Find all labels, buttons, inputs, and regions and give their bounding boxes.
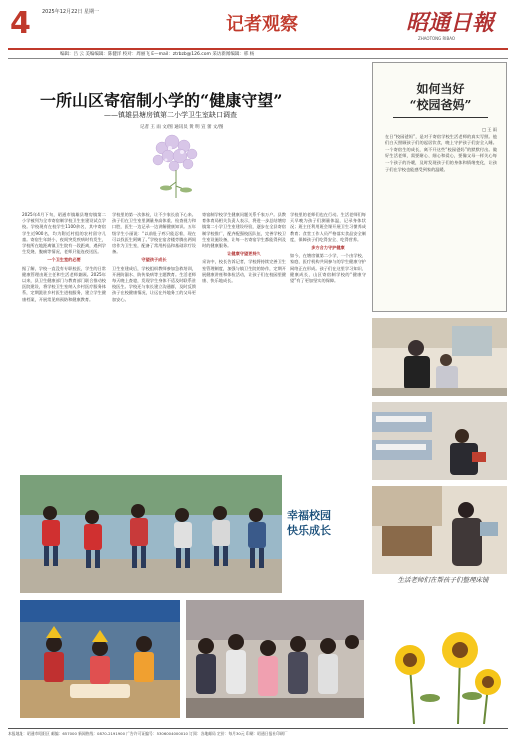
sidebar-title (373, 81, 508, 113)
page-number: 4 (10, 6, 31, 41)
paper-name: 昭通日報 (406, 10, 495, 36)
masthead (8, 6, 508, 46)
headline: 一所山区寄宿制小学的“健康守望” (40, 91, 283, 110)
article-column-3 (202, 212, 286, 482)
article-column-2 (112, 212, 196, 482)
photo-caption: 生活老师们在帮孩子们整理床铺 (397, 576, 489, 584)
paper-sub: ZHAOTONG RIBAO (418, 36, 456, 41)
article-subheading: 让健康守望更持久 (227, 251, 261, 257)
footer-rule (8, 728, 508, 729)
article-subheading: 一个卫生室的必要 (47, 257, 81, 263)
sidebar-rule (393, 117, 488, 118)
sidebar-author: □ 王 雨 (482, 127, 497, 132)
article-paragraph: 学校里的老师们也在行动。生活老师们每天早晚为孩子们测量体温，记录身体状况；班主任利用班会课开展卫生习惯养成教育；食堂工作人员严格落实食品安全制度，保障孩子们吃得安全、吃得营养。 (290, 212, 366, 242)
section-title: 记者观察 (226, 14, 298, 35)
photo-crowd-students (186, 600, 364, 718)
photo-running-children (20, 475, 282, 593)
byline: 记者 王 雨 文/图 通讯员 黄 明 宣 蕾 文/图 (140, 125, 224, 130)
article-paragraph: 卫生室建成后，学校组织教师参加急救培训，开展防溺水、防传染病等主题教育。生活老师每天晚上查寝，发现学生身体不适及时联系驻校医生。学校还与家长建立沟通群，及时反馈孩子在校健康情况，让远在外地务工的父母更加安心。 (112, 265, 196, 302)
photo-handwriting (372, 486, 507, 574)
article-paragraph: 据了解，学校一直没有专职校医，学生的日常健康管理由班主任和生活老师兼顾。2025年以来，县卫生健康部门与教育部门联合推动校医院建设，将学校卫生室纳入乡村医疗服务体系，定期派驻乡村医生进校服务，建立学生健康档案，开展常见病预防和健康教育。 (22, 265, 106, 302)
flower-illustration (140, 128, 220, 204)
article-paragraph: 寄宿制学校学生健康问题关系千家万户。县教育体育局相关负责人表示，将进一步总结塘房镇第二小学卫生室建设经验，逐步在全县寄宿制学校推广，配齐配强校医队伍，完善学校卫生室设施设备，让每一名寄宿学生都能得到及时的健康服务。 (202, 212, 286, 249)
issue-date: 2025年12月22日 星期一 (42, 9, 100, 15)
footer: 本报地址：昭通市昭阳区 邮编：657000 新闻热线：0870-2191900 广告许可证编号：5306004000010 订阅：各地邮局 定价：每月30元 印刷：昭通日报社印刷厂 (8, 731, 288, 736)
subhead: ——镇雄县塘房镇第二小学卫生室缺口调查 (104, 111, 237, 119)
header-rule (8, 48, 508, 50)
photo-birthday-party (20, 600, 180, 718)
article-paragraph: 如今，在塘房镇第二小学，一个由学校、家庭、医疗机构共同参与的学生健康守护网络正在形成。孩子们在这里学习知识、健康成长，山区寄宿制学校的“健康守望”有了更加坚实的保障。 (290, 253, 366, 284)
sidebar-text (385, 127, 497, 307)
photo-dormitory (372, 402, 507, 480)
sidebar-title-line1: 如何当好 (416, 82, 465, 96)
photo-block-title (287, 508, 331, 538)
header-thin-rule (8, 58, 508, 59)
sidebar-body: 在日“校园爸妈”，是对于寄宿学校生活老师的真实写照。他们白天照顾孩子们的起居饮食，晚上守护孩子们安全入睡。一个寄宿生的成长，离不开这些“校园爸妈”的默默付出。做好生活老师，需要耐心、细心和爱心，要像父母一样关心每一个孩子的冷暖，及时发现孩子们的身体和情绪变化，让孩子们在学校也能感受到家的温暖。 (385, 133, 497, 172)
photo-block-title-line2: 快乐成长 (287, 524, 331, 537)
editors-line: 编辑：吕 云 美编编辑：陈健洋 校对：周丽飞 E—mail：ztrbzb@126.com 采访新闻编辑：邢 杨 (60, 52, 255, 57)
article-column-4 (290, 212, 366, 482)
article-paragraph: 学校里的第一次体检，让不少家长放下心来。孩子们在卫生室里测量身高体重、检查视力和口腔，医生一边记录一边讲解健康知识。五年级学生小丽说：“以前肚子疼只能忍着，现在可以找医生阿姨了。”学校在宿舍楼旁腾出两间房作为卫生室，配备了常用药品和基础诊疗设备。 (112, 212, 196, 255)
sidebar-title-line2: “校园爸妈” (409, 98, 472, 112)
article-paragraph: 2025年4月下旬，昭通市镇雄县塘房镇第二小学被列为全市寄宿制学校卫生室建设试点学校。学校现有在校学生1100余名，其中寄宿学生近900名，均为附近村组的农村留守儿童。寄宿生年龄小，夜间突发疾病时有发生，学校所在地距离镇卫生院有一段距离，遇到学生发烧、腹痛等情况，老师只能连夜送医。 (22, 212, 106, 255)
article-paragraph: 采访中，校长告诉记者，学校将持续完善卫生室管理制度，加强与镇卫生院的协作，定期开展健康讲座和体检活动，让孩子们在校园里健康、快乐地成长。 (202, 259, 286, 284)
sidebar-box (372, 62, 507, 312)
sunflower-illustration (380, 626, 506, 724)
photo-teacher-student (372, 318, 507, 396)
article-subheading: 守望孩子成长 (141, 257, 167, 263)
photo-block-title-line1: 幸福校园 (287, 509, 331, 522)
article-subheading: 多方合力守护健康 (311, 245, 345, 251)
